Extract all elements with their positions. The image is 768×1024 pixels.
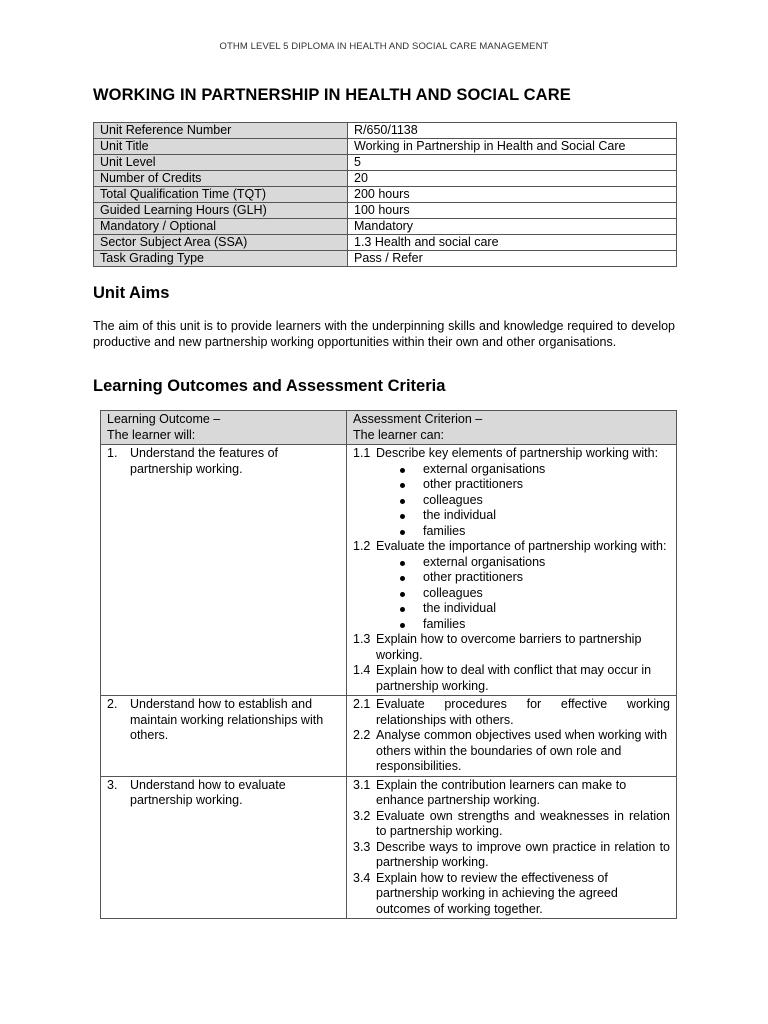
unit-info-table <box>93 122 677 267</box>
outcome-header-line1: Learning Outcome – <box>107 412 221 426</box>
criterion-text: Evaluate own strengths and weaknesses in relation to partnership working. <box>376 808 670 838</box>
unit-info-label: Number of Credits <box>94 171 348 187</box>
criterion-bullet-list <box>353 555 670 633</box>
assessment-criteria-cell <box>347 776 677 919</box>
unit-info-label: Guided Learning Hours (GLH) <box>94 203 348 219</box>
unit-info-label: Total Qualification Time (TQT) <box>94 187 348 203</box>
criterion-line <box>353 809 670 840</box>
outcome-number: 1. <box>107 446 118 460</box>
table-row <box>94 251 677 267</box>
unit-info-value: 100 hours <box>348 203 677 219</box>
learning-outcomes-table <box>100 410 677 919</box>
criterion-text: Explain the contribution learners can make to enhance partnership working. <box>376 777 627 807</box>
list-item: other practitioners <box>353 570 670 586</box>
unit-info-label: Unit Reference Number <box>94 123 348 139</box>
table-row <box>101 776 677 919</box>
criterion-line <box>353 697 670 728</box>
list-item: colleagues <box>353 586 670 602</box>
unit-info-value: Pass / Refer <box>348 251 677 267</box>
list-item: families <box>353 617 670 633</box>
criterion-number: 1.3 <box>353 632 371 646</box>
outcome-text: Understand the features of partnership working. <box>130 446 279 476</box>
criterion-text: Explain how to deal with conflict that may occur in partnership working. <box>376 663 652 693</box>
assessment-criterion <box>353 840 670 871</box>
unit-info-label: Task Grading Type <box>94 251 348 267</box>
table-row <box>101 445 677 696</box>
table-row <box>94 235 677 251</box>
assessment-criterion <box>353 778 670 809</box>
criterion-line <box>353 663 670 694</box>
criterion-text: Describe key elements of partnership working with: <box>376 446 659 460</box>
assessment-criteria-cell <box>347 445 677 696</box>
criterion-number: 3.4 <box>353 870 371 885</box>
criterion-number: 3.2 <box>353 808 371 823</box>
document-title: WORKING IN PARTNERSHIP IN HEALTH AND SOCIAL CARE <box>93 86 571 104</box>
outcome-header-line2: The learner will: <box>107 427 196 442</box>
list-item: other practitioners <box>353 477 670 493</box>
criterion-text: Explain how to overcome barriers to partnership working. <box>376 632 642 662</box>
learning-outcome <box>107 697 342 744</box>
unit-info-value: 1.3 Health and social care <box>348 235 677 251</box>
table-row <box>94 155 677 171</box>
unit-info-label: Unit Level <box>94 155 348 171</box>
criterion-number: 3.3 <box>353 839 371 854</box>
criterion-line <box>353 632 670 663</box>
unit-info-value: R/650/1138 <box>348 123 677 139</box>
unit-info-label: Mandatory / Optional <box>94 219 348 235</box>
list-item: colleagues <box>353 493 670 509</box>
list-item: external organisations <box>353 462 670 478</box>
learning-outcome-cell <box>101 445 347 696</box>
assessment-criterion <box>353 632 670 663</box>
list-item: the individual <box>353 601 670 617</box>
criterion-text: Evaluate procedures for effective working relationships with others. <box>376 697 670 727</box>
assessment-criteria-cell <box>347 696 677 777</box>
unit-info-label: Sector Subject Area (SSA) <box>94 235 348 251</box>
criterion-line <box>353 778 670 809</box>
unit-aims-text: The aim of this unit is to provide learners with the underpinning skills and knowledge required to develop productive and new partnership working opportunities within their own and other organisations. <box>93 319 675 349</box>
criterion-text: Explain how to review the effectiveness of partnership working in achieving the agreed outcomes of working together. <box>376 870 618 916</box>
table-row <box>94 203 677 219</box>
list-item: the individual <box>353 508 670 524</box>
criterion-column-header <box>347 411 677 445</box>
page-header: OTHM LEVEL 5 DIPLOMA IN HEALTH AND SOCIAL CARE MANAGEMENT <box>219 41 549 52</box>
table-row <box>94 139 677 155</box>
unit-info-value: 200 hours <box>348 187 677 203</box>
criterion-line <box>353 840 670 871</box>
criterion-text: Describe ways to improve own practice in relation to partnership working. <box>376 839 670 869</box>
unit-info-value: 20 <box>348 171 677 187</box>
unit-info-value: 5 <box>348 155 677 171</box>
table-row <box>101 696 677 777</box>
assessment-criterion <box>353 663 670 694</box>
criterion-header-line1: Assessment Criterion – <box>353 412 483 426</box>
table-row <box>94 171 677 187</box>
criterion-number: 1.1 <box>353 446 371 460</box>
outcome-text: Understand how to establish and maintain working relationships with others. <box>130 697 324 742</box>
criterion-line <box>353 871 670 918</box>
outcome-column-header <box>101 411 347 445</box>
criterion-number: 2.2 <box>353 728 371 742</box>
unit-info-value: Working in Partnership in Health and Social Care <box>348 139 677 155</box>
assessment-criterion <box>353 697 670 728</box>
learning-outcomes-heading: Learning Outcomes and Assessment Criteria <box>93 377 446 395</box>
criterion-number: 3.1 <box>353 777 371 792</box>
criterion-text: Analyse common objectives used when working with others within the boundaries of own role and responsibilities. <box>376 728 668 773</box>
table-header-row <box>101 411 677 445</box>
outcome-text: Understand how to evaluate partnership working. <box>130 777 286 807</box>
table-row <box>94 219 677 235</box>
outcome-number: 3. <box>107 777 118 792</box>
assessment-criterion <box>353 809 670 840</box>
assessment-criterion <box>353 871 670 918</box>
unit-info-value: Mandatory <box>348 219 677 235</box>
learning-outcome <box>107 778 342 809</box>
table-row <box>94 123 677 139</box>
criterion-number: 2.1 <box>353 697 371 711</box>
criterion-number: 1.4 <box>353 663 371 677</box>
list-item: families <box>353 524 670 540</box>
unit-aims-heading: Unit Aims <box>93 284 170 302</box>
criterion-line <box>353 728 670 775</box>
assessment-criterion <box>353 539 670 632</box>
learning-outcome-cell <box>101 696 347 777</box>
outcome-number: 2. <box>107 697 118 711</box>
table-row <box>94 187 677 203</box>
learning-outcome <box>107 446 342 477</box>
learning-outcome-cell <box>101 776 347 919</box>
criterion-text: Evaluate the importance of partnership working with: <box>376 539 667 553</box>
criterion-header-line2: The learner can: <box>353 427 445 442</box>
assessment-criterion <box>353 728 670 775</box>
unit-info-label: Unit Title <box>94 139 348 155</box>
list-item: external organisations <box>353 555 670 571</box>
criterion-line <box>353 539 670 555</box>
assessment-criterion <box>353 446 670 539</box>
criterion-bullet-list <box>353 462 670 540</box>
criterion-line <box>353 446 670 462</box>
criterion-number: 1.2 <box>353 539 371 553</box>
